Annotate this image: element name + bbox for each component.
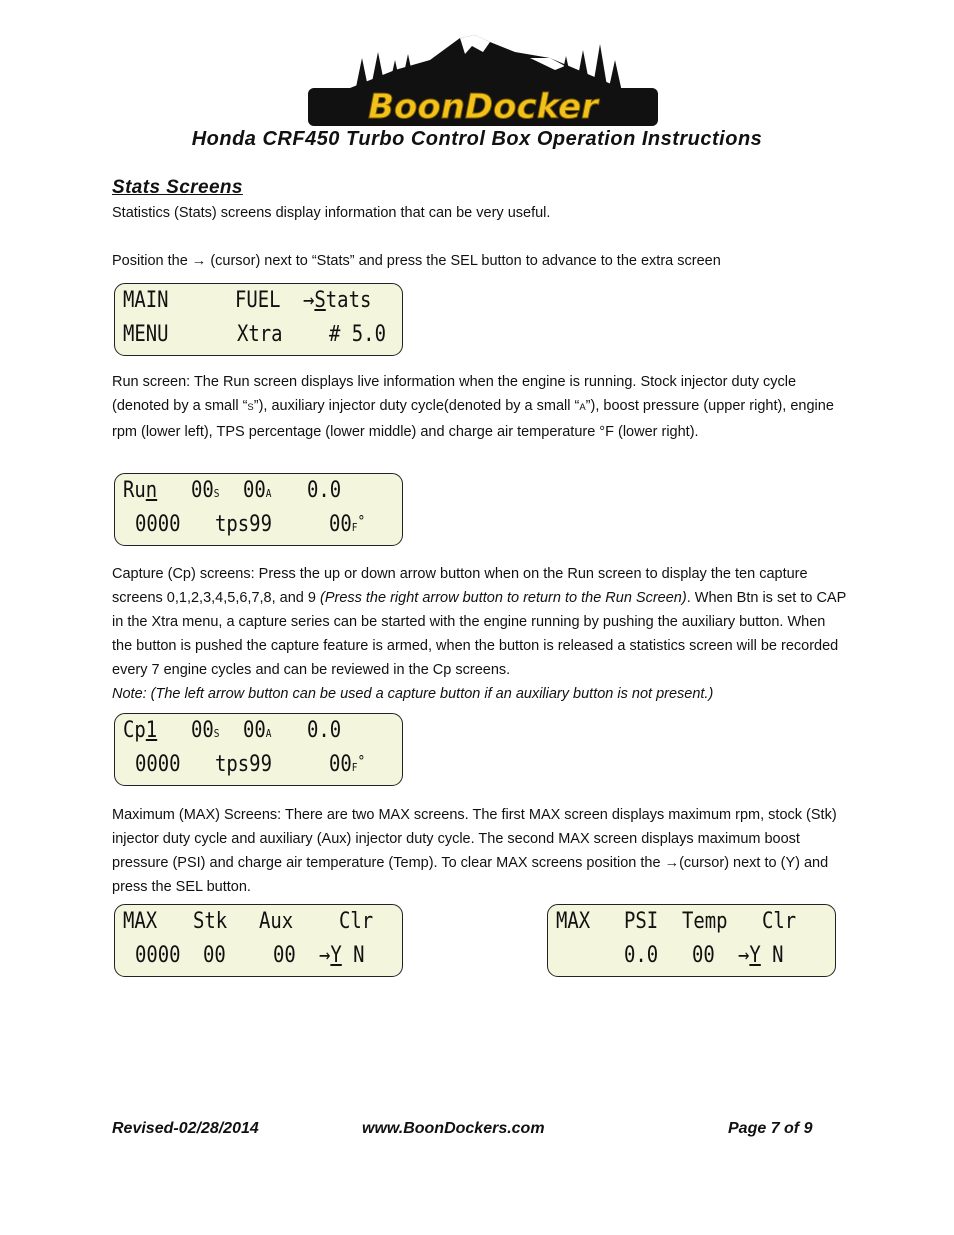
lcd-stk-label: Stk (193, 909, 228, 934)
capture-paragraph: Capture (Cp) screens: Press the up or down arrow button when on the Run screen to display the ten capture screens 0,1,2,3,4,5,6,7,8, and 9 (Press the right arrow button to return to the Run Screen). When Btn is set to CAP in the Xtra menu, a capture series can be started with the engine running by pushing the auxiliary button. When the button is pushed the capture feature is armed, when the button is released a statistics screen will be recorded every 7 engine cycles and can be reviewed in the Cp screens. Note: (The left arrow button can be used a capture button if an auxiliary button is not present.) (112, 566, 847, 702)
lcd-boost: 0.0 (307, 478, 342, 503)
lcd-max-screen-2 (547, 904, 836, 977)
lcd-clear-yn: →Y N (738, 943, 784, 968)
lcd-aux-duty: 00A (243, 478, 272, 503)
lcd-temp-label: Temp (682, 909, 728, 934)
lcd-max-screen-1 (114, 904, 403, 977)
lcd-main-label: MAIN (123, 288, 169, 313)
lcd-tps: tps99 (215, 752, 272, 777)
position-paragraph: Position the → (cursor) next to “Stats” and press the SEL button to advance to the extra screen (112, 253, 721, 269)
lcd-tps: tps99 (215, 512, 272, 537)
lcd-aux-label: Aux (259, 909, 294, 934)
lcd-xtra-label: Xtra (237, 322, 283, 347)
lcd-fuel-label: FUEL (235, 288, 281, 313)
lcd-psi-label: PSI (624, 909, 659, 934)
boondocker-logo (300, 30, 665, 130)
footer-page-number: Page 7 of 9 (728, 1120, 813, 1137)
footer-website: www.BoonDockers.com (362, 1120, 545, 1137)
section-title: Stats Screens (112, 177, 243, 198)
lcd-run-label: Run (123, 478, 158, 503)
lcd-max-rpm: 0000 (135, 943, 181, 968)
lcd-boost: 0.0 (307, 718, 342, 743)
lcd-main-menu (114, 283, 403, 356)
intro-paragraph: Statistics (Stats) screens display information that can be very useful. (112, 205, 551, 221)
lcd-clr-label: Clr (339, 909, 374, 934)
lcd-rpm: 0000 (135, 752, 181, 777)
lcd-temp: 00F° (329, 512, 366, 537)
lcd-stock-duty: 00S (191, 478, 220, 503)
run-paragraph: Run screen: The Run screen displays live information when the engine is running. Stock injector duty cycle (denoted by a small “S”), auxiliary injector duty cycle(denoted by a small “A”), boost pressure (upper right), engine rpm (lower left), TPS percentage (lower middle) and charge air temperature °F (lower right). (112, 374, 834, 440)
lcd-max-aux: 00 (273, 943, 296, 968)
svg-text:BoonDocker: BoonDocker (368, 87, 598, 127)
lcd-run-screen (114, 473, 403, 546)
lcd-temp: 00F° (329, 752, 366, 777)
lcd-rpm: 0000 (135, 512, 181, 537)
lcd-menu-label: MENU (123, 322, 169, 347)
lcd-clear-yn: →Y N (319, 943, 365, 968)
lcd-aux-duty: 00A (243, 718, 272, 743)
lcd-max-label: MAX (123, 909, 158, 934)
lcd-cp-label: Cp1 (123, 718, 158, 743)
footer-revised: Revised-02/28/2014 (112, 1120, 259, 1137)
lcd-capture-screen (114, 713, 403, 786)
lcd-version: # 5.0 (329, 322, 386, 347)
lcd-max-temp: 00 (692, 943, 715, 968)
lcd-stock-duty: 00S (191, 718, 220, 743)
lcd-clr-label: Clr (762, 909, 797, 934)
lcd-max-psi: 0.0 (624, 943, 659, 968)
max-paragraph: Maximum (MAX) Screens: There are two MAX screens. The first MAX screen displays maximum rpm, stock (Stk) injector duty cycle and auxiliary (Aux) injector duty cycle. The second MAX screen displays maximum boost pressure (PSI) and charge air temperature (Temp). To clear MAX screens position the →(cursor) next to (Y) and press the SEL button. (112, 807, 837, 895)
document-title: Honda CRF450 Turbo Control Box Operation Instructions (191, 128, 763, 150)
lcd-max-stk: 00 (203, 943, 226, 968)
lcd-cursor-arrow: →Stats (303, 288, 372, 313)
lcd-max-label: MAX (556, 909, 591, 934)
